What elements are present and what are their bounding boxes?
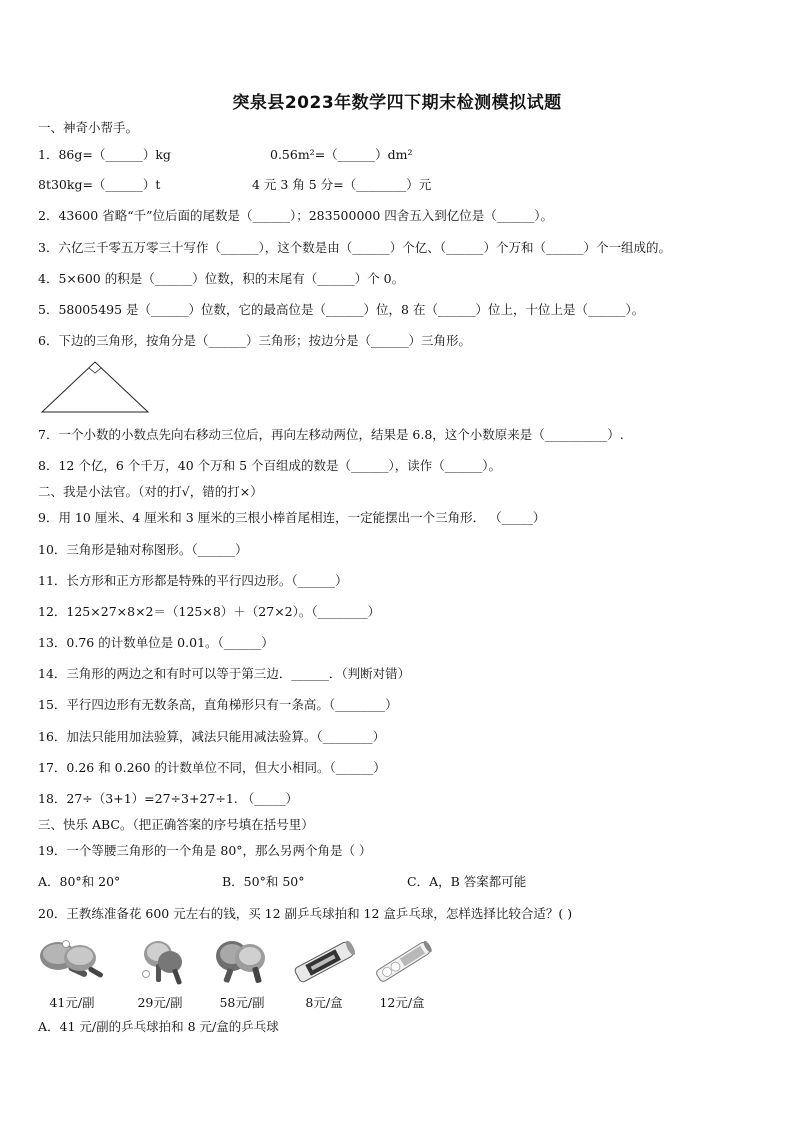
question-20-product-images <box>36 934 456 1014</box>
question-10: 10．三角形是轴对称图形。（______） <box>38 542 248 557</box>
product-price: 41元/副 <box>49 995 95 1010</box>
question-19: 19．一个等腰三角形的一个角是 80°，那么另两个角是（ ） <box>38 843 372 858</box>
question-20-option-a: A．41 元/副的乒乓球拍和 8 元/盒的乒乓球 <box>38 1019 279 1034</box>
section-1-heading: 一、神奇小帮手。 <box>38 120 139 135</box>
ping-pong-paddle-set-icon <box>206 934 278 990</box>
section-3-heading: 三、快乐 ABC。（把正确答案的序号填在括号里） <box>38 817 314 832</box>
question-8: 8．12 个亿，6 个千万，40 个万和 5 个百组成的数是（______），读作（______）。 <box>38 458 502 473</box>
section-2-heading: 二、我是小法官。（对的打√，错的打×） <box>38 484 263 499</box>
question-7: 7．一个小数的小数点先向右移动三位后，再向左移动两位，结果是 6.8，这个小数原来是（__________）. <box>38 427 624 442</box>
question-11: 11．长方形和正方形都是特殊的平行四边形。（______） <box>38 573 348 588</box>
question-18: 18．27÷（3+1）=27÷3+27÷1. （_____） <box>38 791 298 806</box>
product-item <box>206 934 278 1014</box>
question-1c: 8t30kg=（______）t <box>38 177 161 192</box>
product-price: 8元/盒 <box>305 995 343 1010</box>
question-12: 12．125×27×8×2＝（125×8）＋（27×2）。（________） <box>38 604 381 619</box>
question-17: 17．0.26 和 0.260 的计数单位不同，但大小相同。（______） <box>38 760 386 775</box>
question-19-option-b: B．50°和 50° <box>222 874 305 889</box>
ping-pong-paddle-set-icon <box>124 934 196 990</box>
ping-pong-ball-tube-icon <box>366 934 438 990</box>
page-title: 突泉县2023年数学四下期末检测模拟试题 <box>232 93 562 113</box>
question-14: 14．三角形的两边之和有时可以等于第三边．______．（判断对错） <box>38 666 411 681</box>
question-20: 20．王教练准备花 600 元左右的钱，买 12 副乒乓球拍和 12 盒乒乓球，怎样选择比较合适？( ) <box>38 906 573 921</box>
question-13: 13．0.76 的计数单位是 0.01。（______） <box>38 635 274 650</box>
question-1a: 1．86g=（______）kg <box>38 147 171 162</box>
question-16: 16．加法只能用加法验算，减法只能用减法验算。（________） <box>38 729 386 744</box>
question-19-option-c: C．A，B 答案都可能 <box>407 874 527 889</box>
product-item <box>124 934 196 1014</box>
product-item <box>366 934 438 1014</box>
product-price: 29元/副 <box>137 995 183 1010</box>
question-1d: 4 元 3 角 5 分=（________）元 <box>252 177 432 192</box>
product-item <box>36 934 108 1014</box>
question-19-option-a: A．80°和 20° <box>38 874 121 889</box>
question-3: 3．六亿三千零五万零三十写作（______），这个数是由（______）个亿、（______）个万和（______）个一组成的。 <box>38 240 671 255</box>
question-9: 9．用 10 厘米、4 厘米和 3 厘米的三根小棒首尾相连，一定能摆出一个三角形． （_____） <box>38 510 546 525</box>
question-4: 4．5×600 的积是（______）位数，积的末尾有（______）个 0。 <box>38 271 405 286</box>
right-isosceles-triangle-figure <box>40 360 152 416</box>
ping-pong-paddle-set-icon <box>36 934 108 990</box>
question-15: 15．平行四边形有无数条高，直角梯形只有一条高。（________） <box>38 697 398 712</box>
question-6: 6．下边的三角形，按角分是（______）三角形；按边分是（______）三角形。 <box>38 333 471 348</box>
product-item <box>288 934 360 1014</box>
product-price: 58元/副 <box>219 995 265 1010</box>
question-5: 5．58005495 是（______）位数，它的最高位是（______）位，8 在（______）位上，十位上是（______）。 <box>38 302 645 317</box>
product-price: 12元/盒 <box>379 995 425 1010</box>
question-1b: 0.56m²=（______）dm² <box>270 147 413 162</box>
question-2: 2．43600 省略“千”位后面的尾数是（______）；283500000 四舍五入到亿位是（______）。 <box>38 208 554 223</box>
ping-pong-ball-tube-icon <box>288 934 360 990</box>
